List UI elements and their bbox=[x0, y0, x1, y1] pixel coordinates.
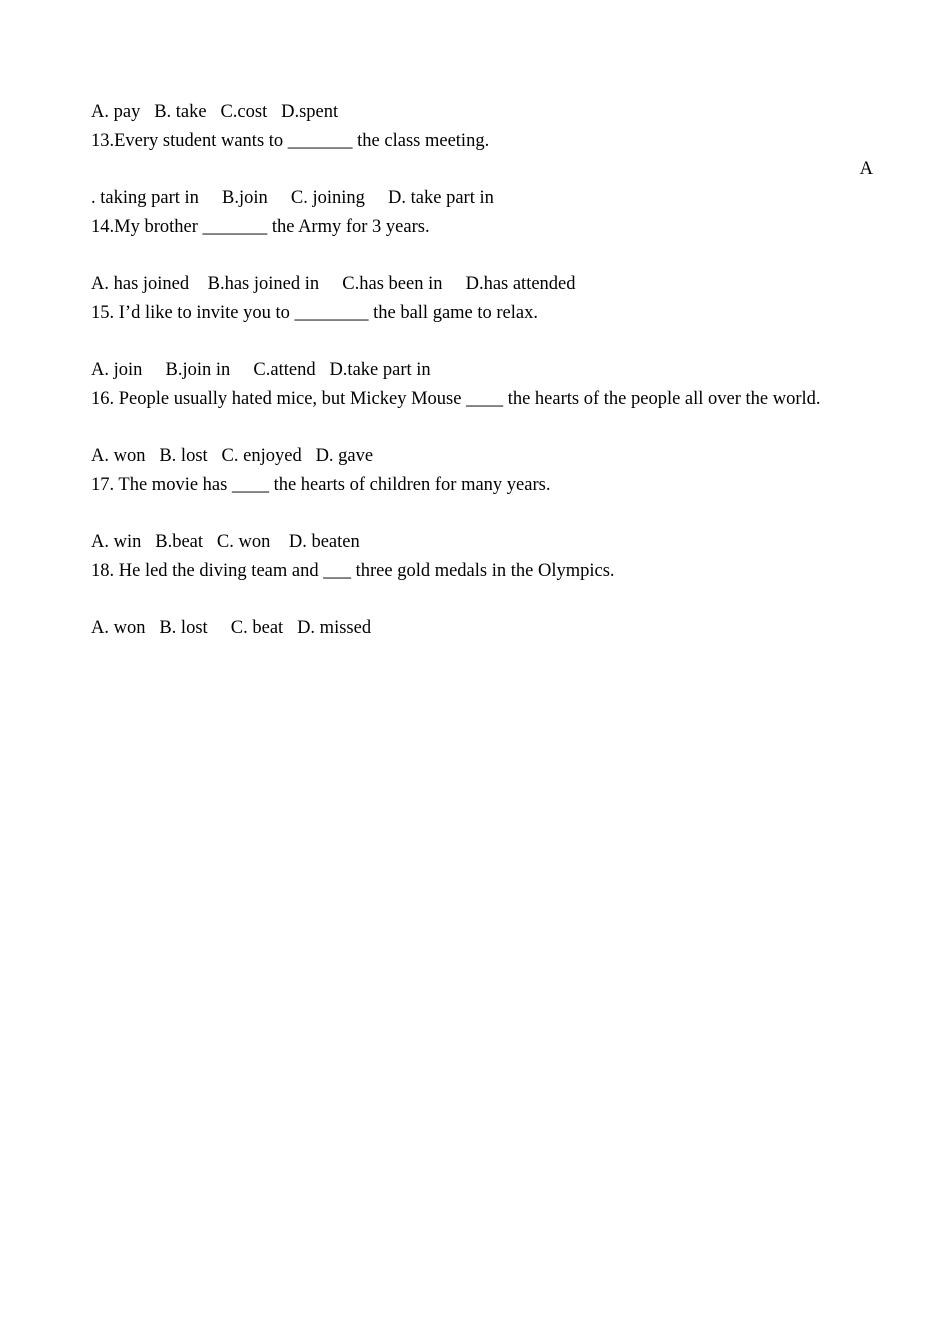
q14-options: A. has joined B.has joined in C.has been in D.has attended bbox=[91, 274, 576, 295]
blank-line bbox=[91, 328, 881, 357]
q13-question: 13.Every student wants to _______ the class meeting. bbox=[91, 130, 490, 151]
q12-options: A. pay B. take C.cost D.spent bbox=[91, 102, 339, 122]
q16-options: A. won B. lost C. enjoyed D. gave bbox=[91, 446, 374, 467]
q13-option-a-label: A bbox=[859, 159, 873, 180]
blank-line bbox=[91, 241, 881, 270]
q15-options: A. join B.join in C.attend D.take part in bbox=[91, 360, 431, 381]
blank-line bbox=[91, 414, 881, 443]
q17-options: A. win B.beat C. won D. beaten bbox=[91, 532, 360, 553]
document-page bbox=[91, 98, 881, 643]
q18-options: A. won B. lost C. beat D. missed bbox=[91, 618, 372, 639]
q15-question: 15. I’d like to invite you to ________ the ball game to relax. bbox=[91, 302, 538, 323]
blank-line bbox=[91, 586, 881, 615]
q14-question: 14.My brother _______ the Army for 3 years. bbox=[91, 216, 430, 237]
blank-line bbox=[91, 500, 881, 529]
q17-question: 17. The movie has ____ the hearts of children for many years. bbox=[91, 474, 551, 495]
q16-question: 16. People usually hated mice, but Mickey Mouse ____ the hearts of the people all over the world. bbox=[91, 388, 821, 409]
q18-question: 18. He led the diving team and ___ three gold medals in the Olympics. bbox=[91, 561, 615, 581]
q13-options: . taking part in B.join C. joining D. take part in bbox=[91, 188, 494, 209]
